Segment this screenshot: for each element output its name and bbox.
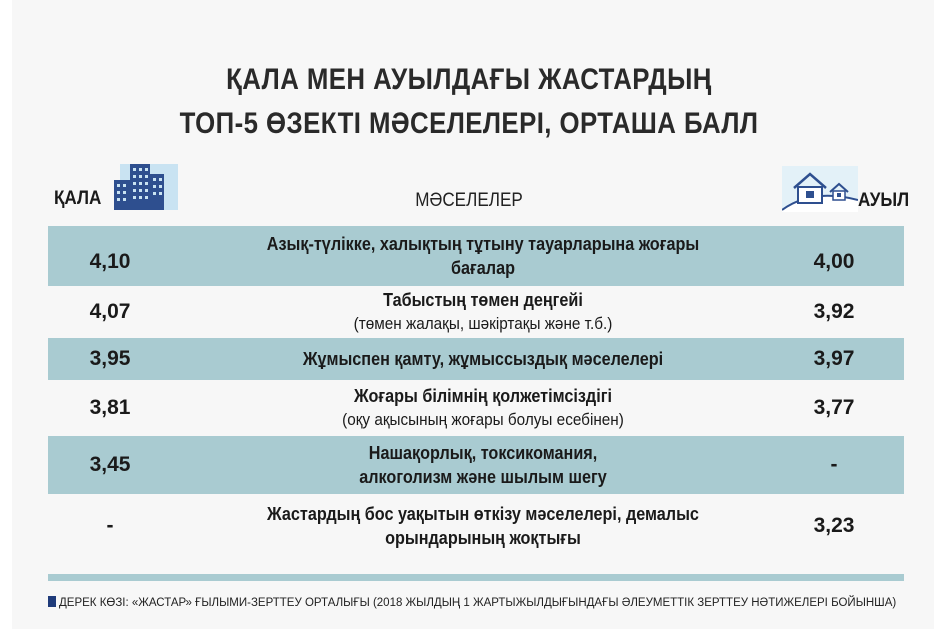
problem-text [198,441,768,489]
table-row [48,226,904,286]
city-score: 4,10 [89,250,131,273]
problem-text [198,232,768,280]
problem-detail: (төмен жалақы, шәкіртақы және т.б.) [353,314,613,333]
problem-title: Жұмыспен қамту, жұмыссыздық мәселелері [302,349,664,369]
source-note [48,596,896,609]
city-score: 3,95 [89,347,131,370]
source-marker-icon [48,596,56,607]
village-score: 3,92 [813,300,855,323]
chart-title [0,58,938,146]
source-text: ДЕРЕК КӨЗІ: «ЖАСТАР» ҒЫЛЫМИ-ЗЕРТТЕУ ОРТАЛЫҒЫ (2018 ЖЫЛДЫҢ 1 ЖАРТЫЖЫЛДЫҒЫНДАҒЫ ӘЛЕУМЕТТІК ЗЕРТТЕУ НӘТИЖЕЛЕРІ БОЙЫНША) [59,597,897,609]
problem-text [198,288,768,336]
table-row [48,436,904,494]
city-score: 3,81 [89,396,131,419]
bottom-bar [48,574,904,581]
village-score: 3,77 [813,396,855,419]
title-line-2: ТОП-5 ӨЗЕКТІ МӘСЕЛЕЛЕРІ, ОРТАША БАЛЛ [179,107,759,140]
problem-title: Табыстың төмен деңгейі [383,290,583,310]
problem-title: Жоғары білімнің қолжетімсіздігі [354,386,612,406]
problem-text [198,384,768,432]
village-houses-icon [782,166,858,212]
table-row [48,494,904,558]
problem-text [198,347,768,371]
problem-title-cont: бағалар [451,258,515,278]
header-village: АУЫЛ [858,190,910,211]
village-score: 4,00 [813,250,855,273]
problem-text [198,502,768,550]
table-row [48,338,904,380]
header-problems: МӘСЕЛЕЛЕР [415,190,523,211]
problem-title-cont: алкоголизм және шылым шегу [359,467,607,487]
city-score: 3,45 [89,453,131,476]
problem-title: Азық-түлікке, халықтың тұтыну тауарларына жоғары [266,234,700,254]
title-line-1: ҚАЛА МЕН АУЫЛДАҒЫ ЖАСТАРДЫҢ [226,63,712,96]
table-row [48,286,904,338]
problem-detail: (оқу ақысының жоғары болуы есебінен) [342,410,624,429]
city-score: 4,07 [89,300,131,323]
city-score: - [106,514,114,537]
village-score: 3,97 [813,347,855,370]
problem-title-cont: орындарының жоқтығы [385,528,581,548]
header-city: ҚАЛА [54,188,102,209]
problem-title: Нашақорлық, токсикомания, [368,443,598,463]
problem-title: Жастардың бос уақытын өткізу мәселелері, демалыс [267,504,699,524]
table-row [48,380,904,436]
village-score: - [830,453,838,476]
village-score: 3,23 [813,514,855,537]
